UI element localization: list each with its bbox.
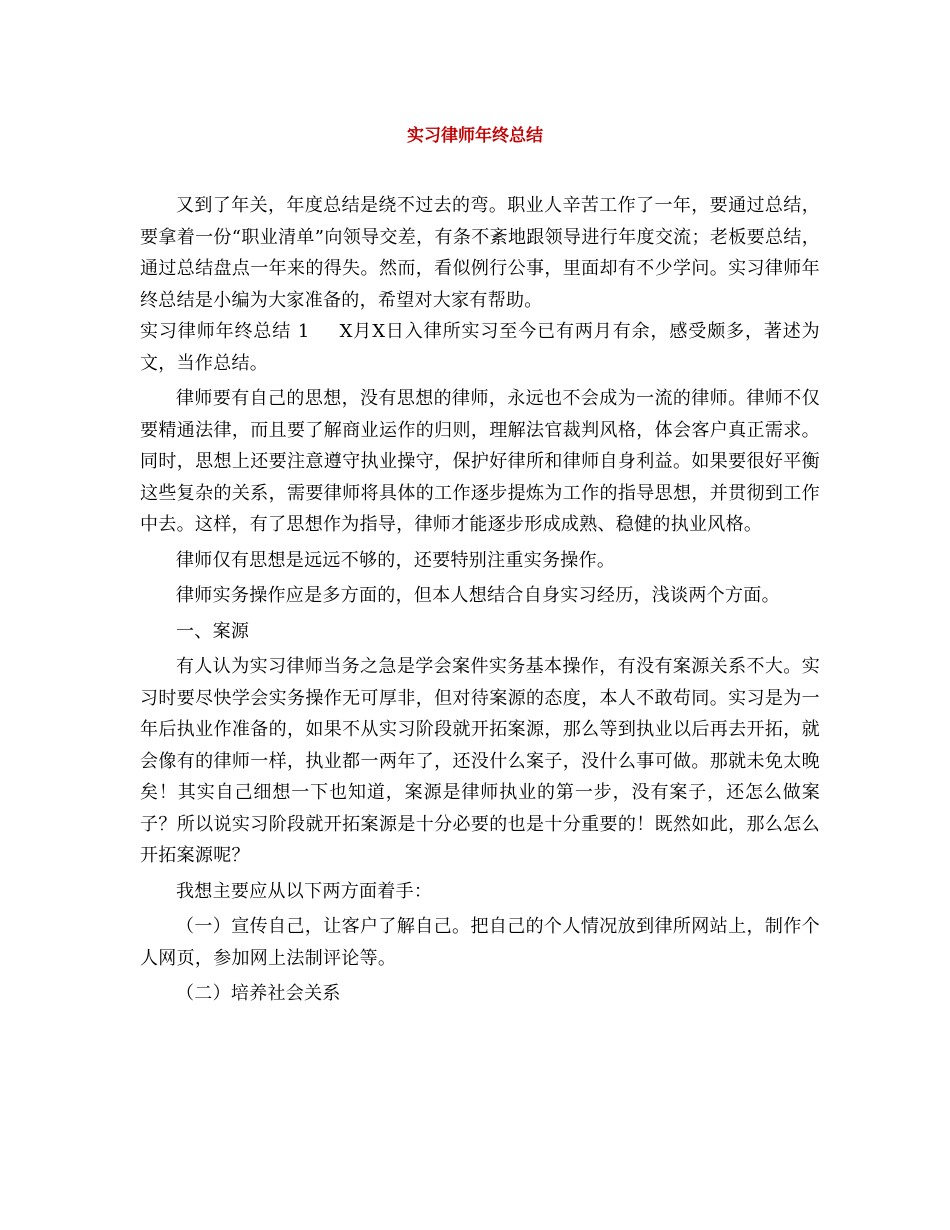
paragraph-aspects: 律师实务操作应是多方面的，但本人想结合自身实习经历，浅谈两个方面。 [176,585,780,606]
document-body [140,190,820,1010]
document-title: 实习律师年终总结 [407,126,543,146]
item-promote-self: （一）宣传自己，让客户了解自己。把自己的个人情况放到律所网站上，制作个人网页，参加网上法制评论等。 [140,916,820,969]
paragraph-two-aspects: 我想主要应从以下两方面着手： [176,880,433,902]
paragraph-thought: 律师要有自己的思想，没有思想的律师，永远也不会成为一流的律师。律师不仅要精通法律，而且要了解商业运作的归则，理解法官裁判风格，体会客户真正需求。同时，思想上还要注意遵守执业操守，保护好律所和律师自身利益。如果要很好平衡这些复杂的关系，需要律师将具体的工作逐步提炼为工作的指导思想，并贯彻到工作中去。这样，有了思想作为指导，律师才能逐步形成成熟、稳健的执业风格。 [140,388,820,535]
paragraph-case-source: 有人认为实习律师当务之急是学会案件实务基本操作，有没有案源关系不大。实习时要尽快学会实务操作无可厚非，但对待案源的态度，本人不敢苟同。实习是为一年后执业作准备的，如果不从实习阶段就开拓案源，那么等到执业以后再去开拓，就会像有的律师一样，执业都一两年了，还没什么案子，没什么事可做。那就未免太晚矣！其实自己细想一下也知道，案源是律师执业的第一步，没有案子，还怎么做案子？所以说实习阶段就开拓案源是十分必要的也是十分重要的！既然如此，那么怎么开拓案源呢？ [140,656,820,866]
heading-case-source: 一、案源 [176,620,250,642]
intro-paragraph: 又到了年关，年度总结是绕不过去的弯。职业人辛苦工作了一年，要通过总结，要拿着一份“职业清单”向领导交差，有条不紊地跟领导进行年度交流；老板要总结，通过总结盘点一年来的得失。然而，看似例行公事，里面却有不少学问。实习律师年终总结是小编为大家准备的，希望对大家有帮助。 [140,195,820,311]
section-1-heading: 实习律师年终总结 1 [140,321,310,342]
item-social-relations: （二）培养社会关系 [176,983,341,1004]
paragraph-practice: 律师仅有思想是远远不够的，还要特别注重实务操作。 [176,549,616,571]
section-1-text: X月X日入律所实习至今已有两月有余，感受颇多，著述为文，当作总结。 [140,321,820,374]
section-1-intro [140,316,820,379]
